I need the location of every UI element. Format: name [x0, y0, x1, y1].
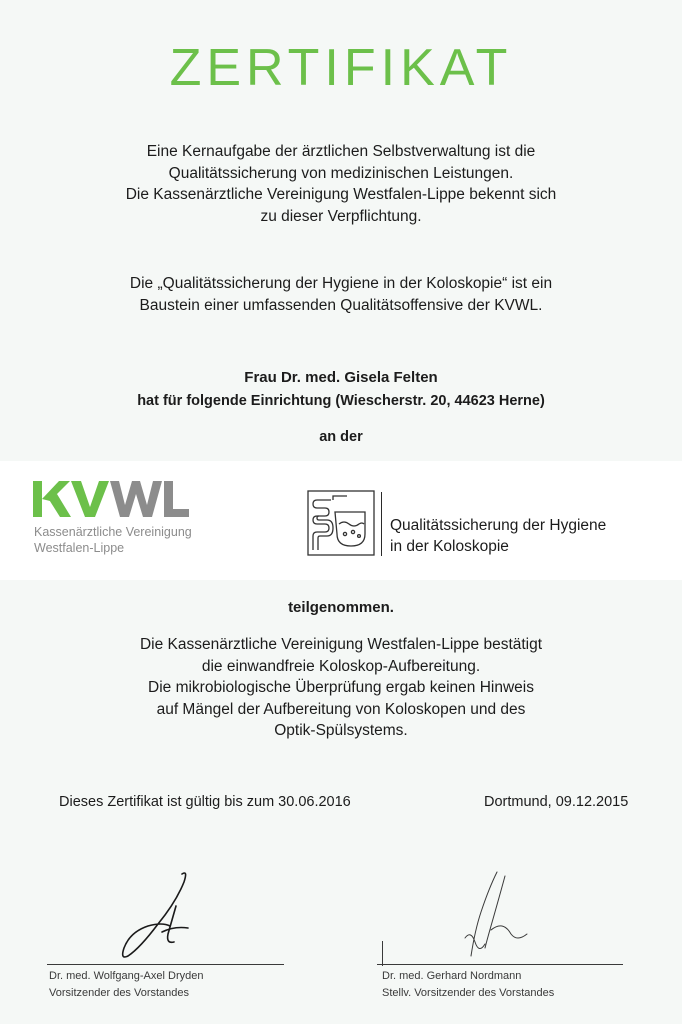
- program-paragraph: [0, 273, 682, 316]
- signature-line-right: [377, 964, 623, 965]
- qs-label: [390, 515, 606, 557]
- certificate-title: ZERTIFIKAT: [169, 39, 513, 97]
- signatory-role: Vorsitzender des Vorstandes: [49, 987, 190, 999]
- intro-line: zu dieser Verpflichtung.: [260, 207, 422, 225]
- qs-label-line: Qualitätssicherung der Hygiene: [390, 517, 607, 534]
- recipient-facility: hat für folgende Einrichtung (Wiescherstr. 20, 44623 Herne): [137, 393, 545, 409]
- confirmation-line: Die Kassenärztliche Vereinigung Westfalen-Lippe bestätigt: [139, 636, 543, 653]
- kvwl-logo: [33, 480, 193, 525]
- kvwl-subtitle-line: Kassenärztliche Vereinigung: [34, 525, 192, 539]
- program-line: Die „Qualitätssicherung der Hygiene in der Koloskopie“ ist ein: [129, 275, 553, 292]
- logo-divider: [381, 492, 382, 556]
- validity-text: Dieses Zertifikat ist gültig bis zum 30.06.2016: [59, 794, 351, 810]
- signature-right: [455, 868, 535, 968]
- signatory-right: [382, 968, 554, 1002]
- confirmation-line: Optik-Spülsystems.: [274, 722, 408, 739]
- place-date: Dortmund, 09.12.2015: [484, 794, 629, 810]
- confirmation-line: auf Mängel der Aufbereitung von Koloskopen und des: [156, 700, 526, 718]
- qs-label-line: in der Koloskopie: [390, 538, 509, 555]
- signatory-name: Dr. med. Wolfgang-Axel Dryden: [49, 970, 204, 982]
- signatory-role: Stellv. Vorsitzender des Vorstandes: [382, 987, 555, 999]
- recipient-name: Frau Dr. med. Gisela Felten: [244, 369, 438, 386]
- an-der-label: an der: [319, 429, 363, 445]
- colonoscopy-hygiene-icon: [307, 490, 375, 561]
- participated-label: teilgenommen.: [288, 599, 394, 616]
- program-line: Baustein einer umfassenden Qualitätsoffensive der KVWL.: [139, 296, 543, 314]
- signatory-left: [49, 968, 203, 1002]
- signature-left: [118, 868, 208, 968]
- signature-line-left: [47, 964, 284, 965]
- intro-line: Qualitätssicherung von medizinischen Leistungen.: [168, 164, 514, 182]
- confirmation-paragraph: [0, 634, 682, 742]
- kvwl-subtitle: [34, 524, 192, 556]
- intro-line: Eine Kernaufgabe der ärztlichen Selbstverwaltung ist die: [146, 143, 536, 160]
- confirmation-line: Die mikrobiologische Überprüfung ergab keinen Hinweis: [148, 679, 534, 696]
- signature-divider: [382, 941, 383, 966]
- kvwl-subtitle-line: Westfalen-Lippe: [34, 541, 125, 555]
- signatory-name: Dr. med. Gerhard Nordmann: [382, 970, 522, 982]
- confirmation-line: die einwandfreie Koloskop-Aufbereitung.: [201, 657, 481, 675]
- intro-line: Die Kassenärztliche Vereinigung Westfalen-Lippe bekennt sich: [125, 186, 557, 203]
- intro-paragraph: [0, 141, 682, 227]
